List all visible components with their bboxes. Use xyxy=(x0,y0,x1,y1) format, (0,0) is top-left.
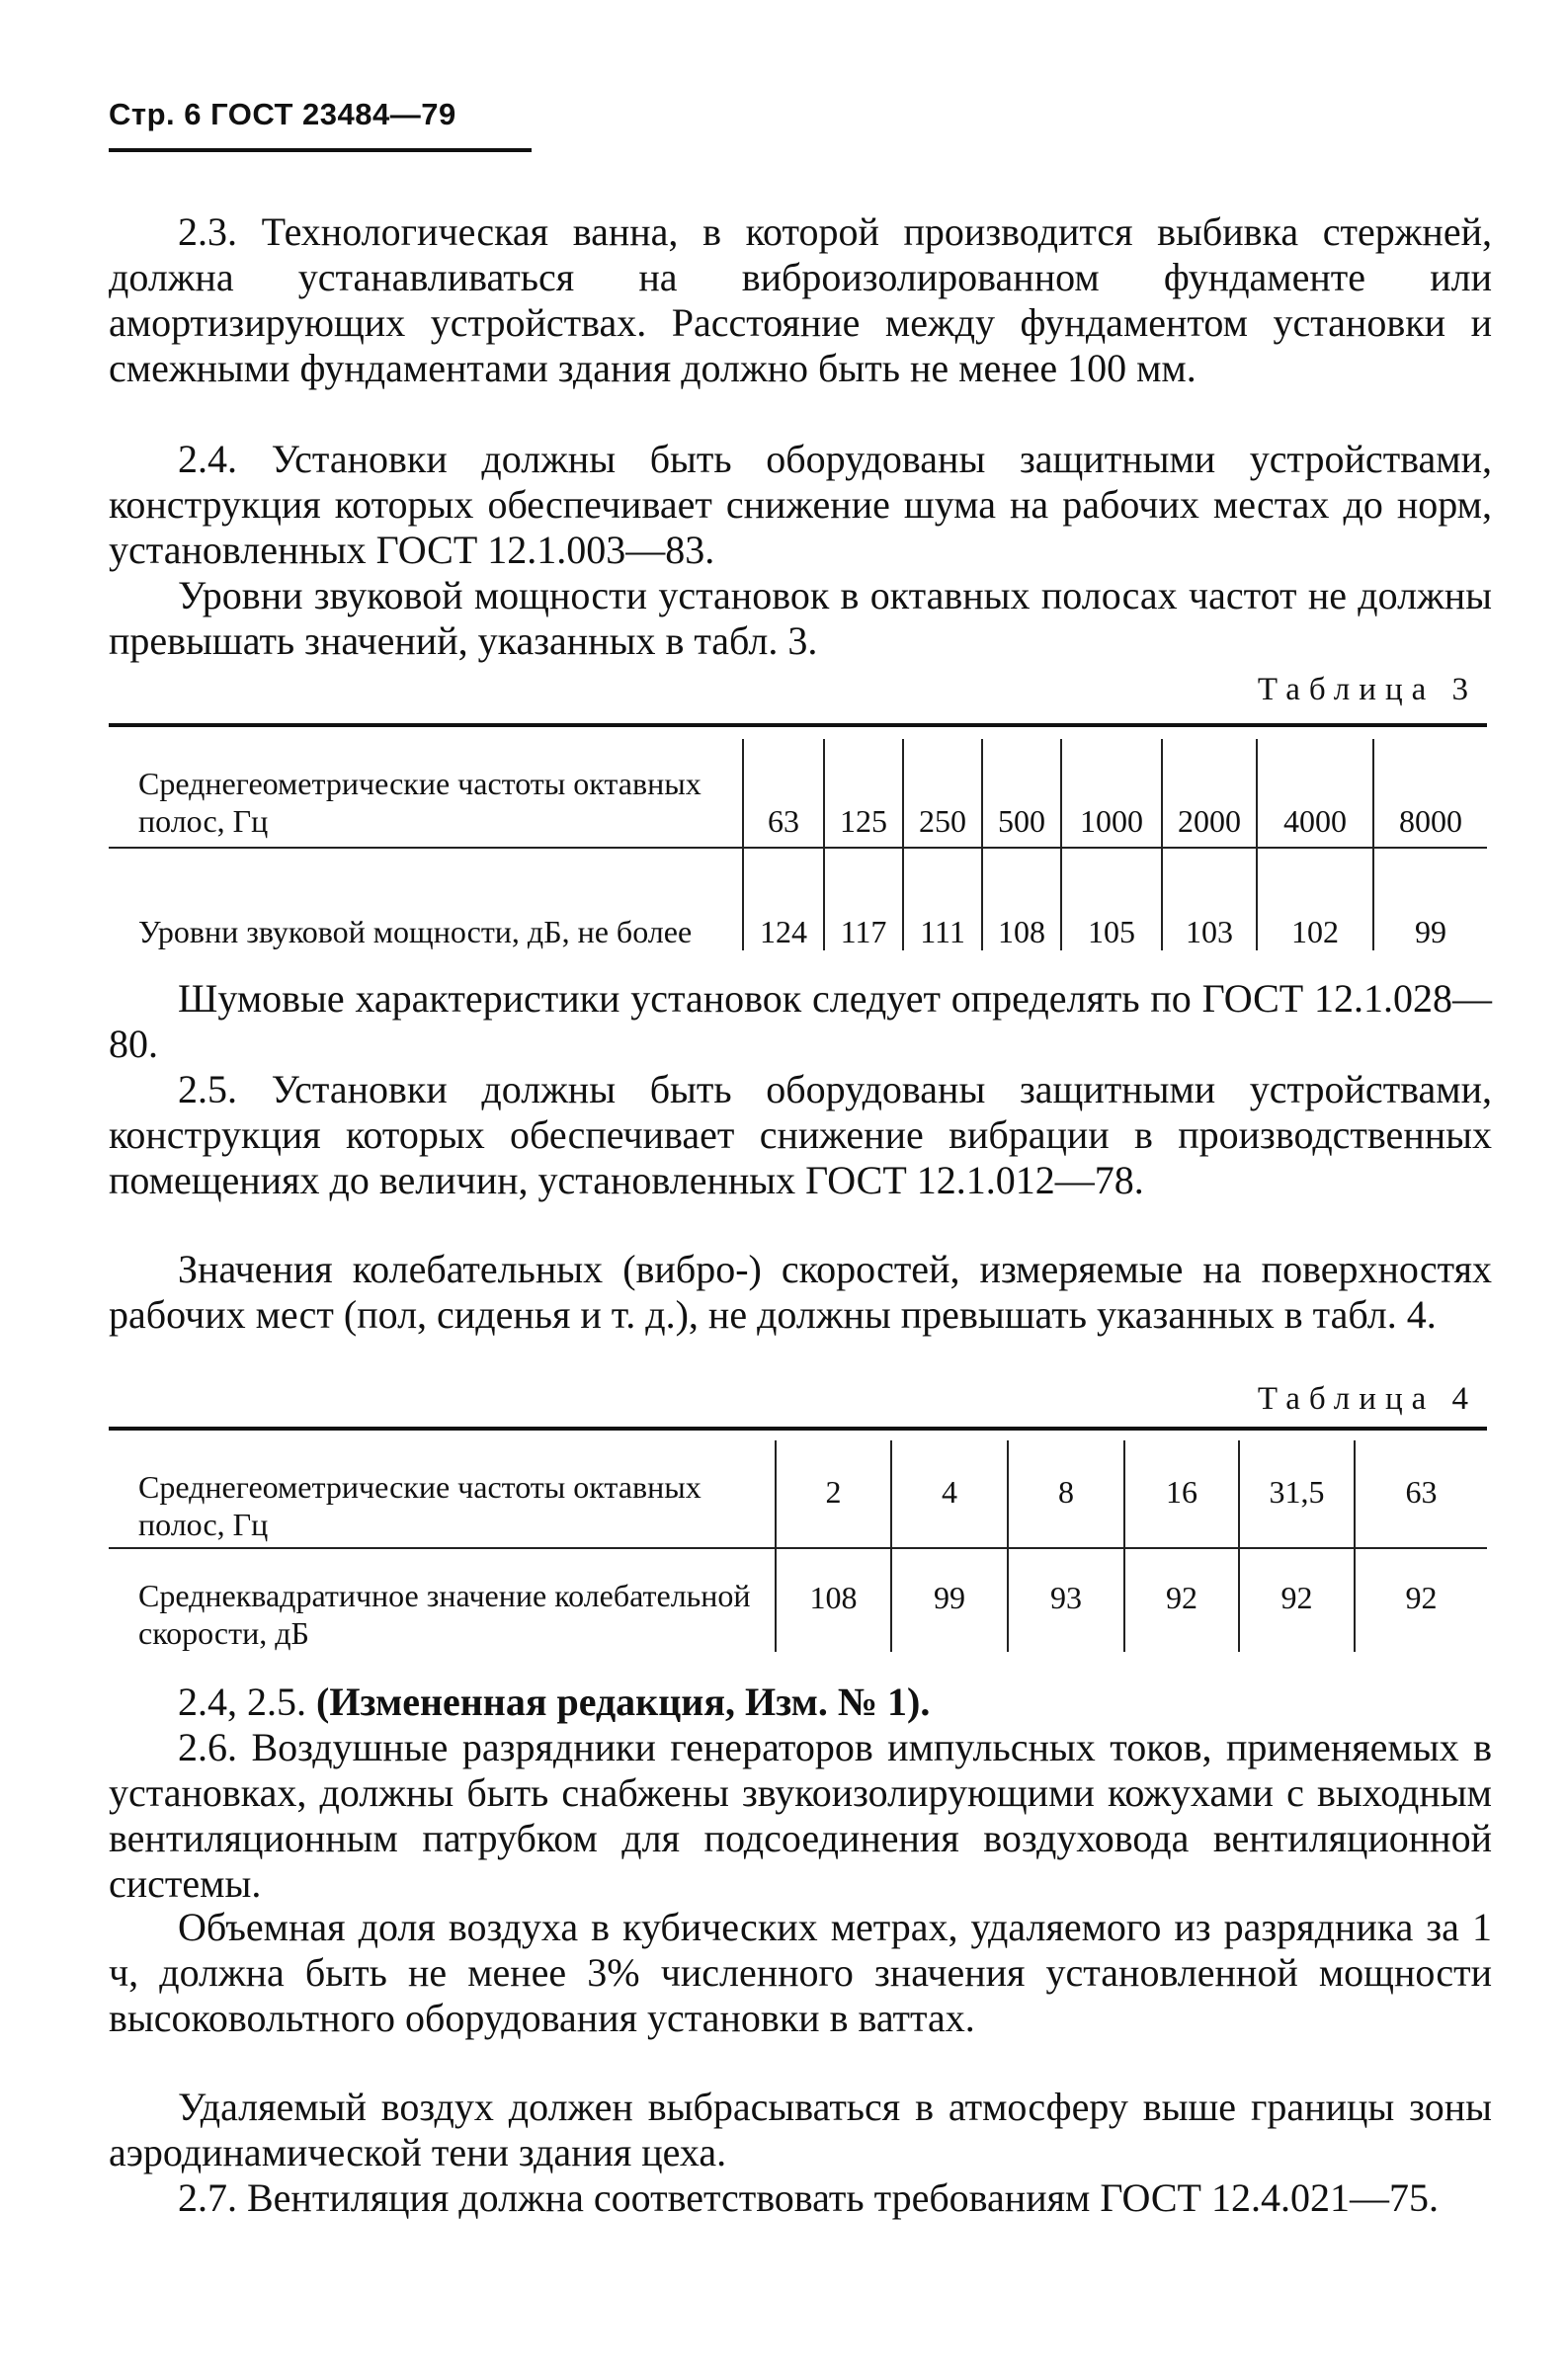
table-4-top-rule xyxy=(109,1427,1487,1431)
paragraph-2-6-exhaust: Удаляемый воздух должен выбрасываться в атмосферу выше границы зоны аэродинамической тени здания цеха. xyxy=(109,2085,1492,2174)
table-3-cell: 102 xyxy=(1257,840,1373,950)
paragraph-2-4: 2.4. Установки должны быть оборудованы защитными устройствами, конструкция которых обеспечивает снижение шума на рабочих местах до норм, установленных ГОСТ 12.1.003—83. xyxy=(109,437,1492,572)
paragraph-2-7: 2.7. Вентиляция должна соответствовать требованиям ГОСТ 12.4.021—75. xyxy=(178,2175,1439,2220)
paragraph-2-5: 2.5. Установки должны быть оборудованы защитными устройствами, конструкция которых обеспечивает снижение вибрации в производственных помещениях до величин, установленных ГОСТ 12.1.012—78. xyxy=(109,1067,1492,1202)
table-3-header-rule xyxy=(109,847,1487,849)
table-3-cell: 105 xyxy=(1061,840,1162,950)
table-3-cell: 117 xyxy=(824,840,903,950)
paragraph-noise: Шумовые характеристики установок следует определять по ГОСТ 12.1.028—80. xyxy=(109,976,1492,1066)
paragraph-2-4-levels: Уровни звуковой мощности установок в октавных полосах частот не должны превышать значений, указанных в табл. 3. xyxy=(109,573,1492,663)
table-3-cell: 125 xyxy=(824,739,903,840)
table-4-cell: 16 xyxy=(1124,1440,1239,1543)
table-4-row-velocity xyxy=(109,1543,1487,1652)
table-3-row-frequency-label: Среднегеометрические частоты октавных полос, Гц xyxy=(138,766,701,839)
table-3-caption: Таблица 3 xyxy=(1257,672,1477,707)
table-3-cell: 1000 xyxy=(1061,739,1162,840)
table-3-cell: 500 xyxy=(982,739,1061,840)
table-4-cell: 93 xyxy=(1008,1543,1124,1652)
table-4-cell: 2 xyxy=(776,1440,891,1543)
table-4-row-frequency xyxy=(109,1440,1487,1543)
table-4-cell: 92 xyxy=(1355,1543,1487,1652)
table-3-row-frequency xyxy=(109,739,1487,840)
table-3-cell: 108 xyxy=(982,840,1061,950)
table-3-row-power xyxy=(109,840,1487,950)
table-3-cell: 103 xyxy=(1162,840,1257,950)
table-3-row-power-label: Уровни звуковой мощности, дБ, не более xyxy=(138,914,693,949)
paragraph-2-6-air-volume: Объемная доля воздуха в кубических метрах, удаляемого из разрядника за 1 ч, должна быть не менее 3% численного значения установленной мощности высоковольтного оборудования установки в ваттах. xyxy=(109,1905,1492,2040)
amendment-ref: 2.4, 2.5. xyxy=(178,1680,306,1724)
table-3-cell: 2000 xyxy=(1162,739,1257,840)
table-4-row-frequency-label: Среднегеометрические частоты октавных полос, Гц xyxy=(138,1469,701,1542)
table-4-cell: 92 xyxy=(1124,1543,1239,1652)
table-4-cell: 99 xyxy=(891,1543,1008,1652)
table-4-cell: 92 xyxy=(1239,1543,1355,1652)
table-3-cell: 99 xyxy=(1373,840,1487,950)
table-3-cell: 63 xyxy=(743,739,824,840)
paragraph-2-3: 2.3. Технологическая ванна, в которой производится выбивка стержней, должна устанавливаться на виброизолированном фундаменте или амортизирующих устройствах. Расстояние между фундаментом установки и смежными фундаментами здания должно быть не менее 100 мм. xyxy=(109,209,1492,390)
header-rule xyxy=(109,148,532,152)
table-3-cell: 124 xyxy=(743,840,824,950)
table-4-cell: 63 xyxy=(1355,1440,1487,1543)
amendment-note: (Измененная редакция, Изм. № 1). xyxy=(316,1680,931,1724)
table-3-cell: 4000 xyxy=(1257,739,1373,840)
table-4-cell: 108 xyxy=(776,1543,891,1652)
table-3-cell: 250 xyxy=(903,739,982,840)
paragraph-amendment xyxy=(109,1680,1492,1725)
table-4-caption: Таблица 4 xyxy=(1257,1381,1477,1417)
page-header: Стр. 6 ГОСТ 23484—79 xyxy=(109,97,456,131)
table-4-cell: 4 xyxy=(891,1440,1008,1543)
table-4-header-rule xyxy=(109,1547,1487,1549)
table-4-cell: 31,5 xyxy=(1239,1440,1355,1543)
table-4 xyxy=(109,1440,1487,1652)
paragraph-2-6: 2.6. Воздушные разрядники генераторов импульсных токов, применяемых в установках, должны быть снабжены звукоизолирующими кожухами с выходным вентиляционным патрубком для подсоединения воздуховода вентиляционной системы. xyxy=(109,1725,1492,1906)
paragraph-2-5-vibration: Значения колебательных (вибро-) скоростей, измеряемые на поверхностях рабочих мест (пол, сиденья и т. д.), не должны превышать указанных в табл. 4. xyxy=(109,1247,1492,1337)
table-3-top-rule xyxy=(109,723,1487,727)
table-4-cell: 8 xyxy=(1008,1440,1124,1543)
table-3 xyxy=(109,739,1487,950)
table-3-cell: 111 xyxy=(903,840,982,950)
table-4-row-velocity-label: Среднеквадратичное значение колебательной скорости, дБ xyxy=(138,1578,751,1651)
table-3-cell: 8000 xyxy=(1373,739,1487,840)
